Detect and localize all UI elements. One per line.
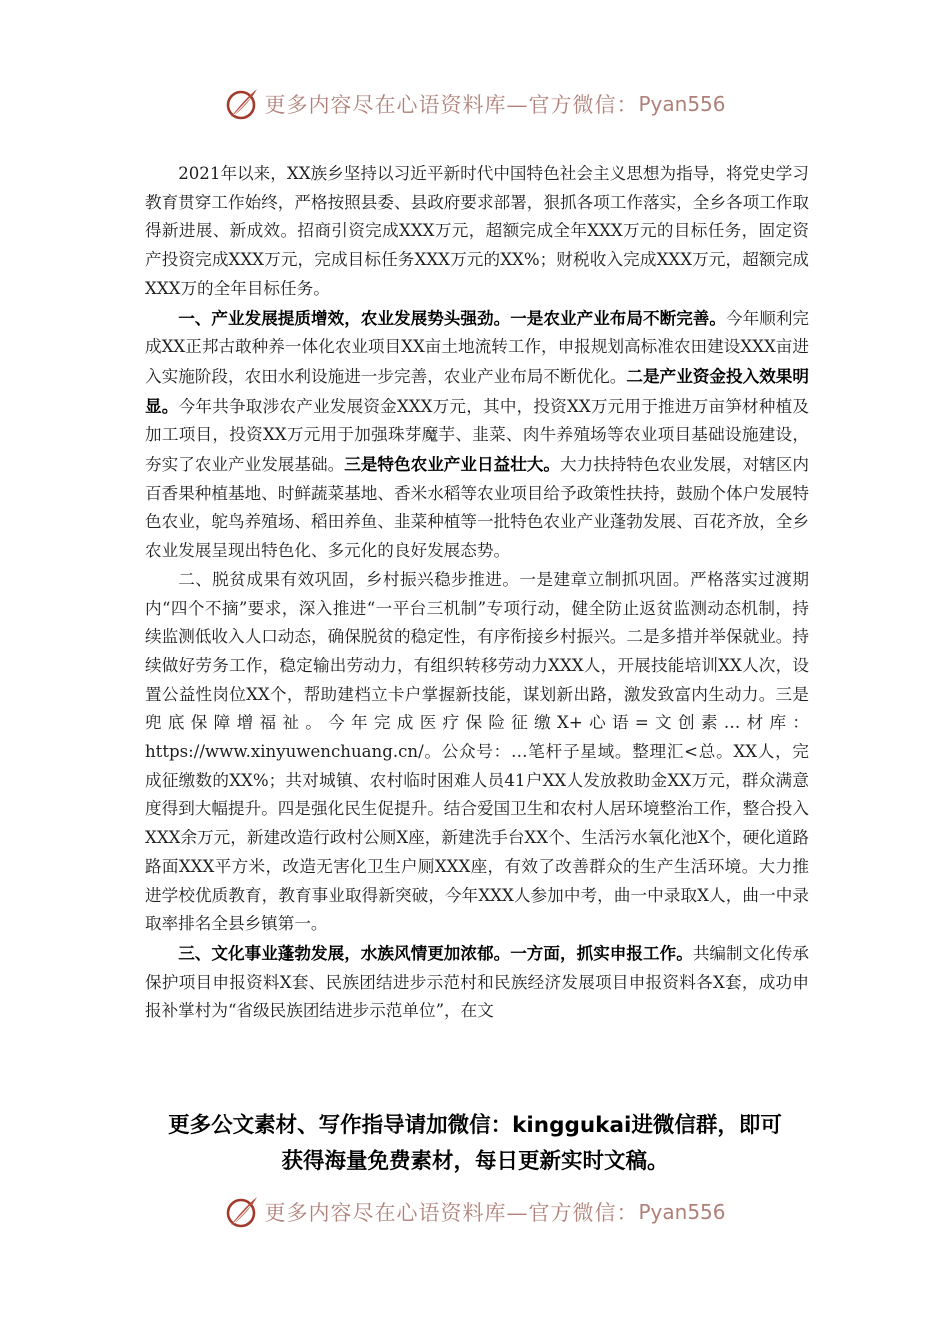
header-watermark [0,84,950,124]
bold-run: 三是特色农业产业日益壮大。 [344,454,561,475]
text-run: 共编制文化传承保护项目申报资料X套、民族团结进步示范村和民族经济发展项目申报资料各X套，成功申报补掌村为“省级民族团结进步示范单位”，在文 [145,943,810,1021]
paragraph [145,160,809,304]
header-text: 更多内容尽在心语资料库—官方微信： [264,93,639,117]
bold-run: 一、产业发展提质增效，农业发展势头强劲。一是农业产业布局不断完善。 [178,307,727,328]
quill-logo-icon [224,1194,260,1230]
footer-text: 更多内容尽在心语资料库—官方微信： [264,1201,639,1225]
footer-watermark [0,1192,950,1232]
paragraph [145,566,809,939]
bold-run: 二是产业资金投入效果明显。 [145,365,810,416]
paragraph [145,939,809,1026]
footer-wechat-id: Pyan556 [638,1200,726,1224]
paragraph [145,304,809,566]
text-run: 二、脱贫成果有效巩固，乡村振兴稳步推进。一是建章立制抓巩固。严格落实过渡期内“四个不摘”要求，深入推进“一平台三机制”专项行动，健全防止返贫监测动态机制，持续监测低收入人口动态，确保脱贫的稳定性，有序衔接乡村振兴。二是多措并举保就业。持续做好劳务工作，稳定输出劳动力，有组织转移劳动力XXX人，开展技能培训XX人次，设置公益性岗位XX个，帮助建档立卡户掌握新技能，谋划新出路，激发致富内生动力。三是兜底保障增福祉。今年完成医疗保险征缴X+心语=文创素…材库：https://www.xinyuwenchuang.cn/。公众号：…笔杆子星域。整理汇<总。XX人，完成征缴数的XX%；共对城镇、农村临时困难人员41户XX人发放救助金XX万元，群众满意度得到大幅提升。四是强化民生促提升。结合爱国卫生和农村人居环境整治工作，整合投入XXX余万元，新建改造行政村公厕X座，新建洗手台XX个、生活污水氧化池X个，硬化道路路面XXX平方米，改造无害化卫生户厕XXX座，有效了改善群众的生产生活环境。大力推进学校优质教育，教育事业取得新突破，今年XXX人参加中考，曲一中录取X人，曲一中录取率排名全县乡镇第一。 [145,569,809,934]
text-run: 2021年以来，XX族乡坚持以习近平新时代中国特色社会主义思想为指导，将党史学习教育贯穿工作始终，严格按照县委、县政府要求部署，狠抓各项工作落实，全乡各项工作取得新进展、新成效。招商引资完成XXX万元，超额完成全年XXX万元的目标任务，固定资产投资完成XXX万元，完成目标任务XXX万元的XX%；财税收入完成XXX万元，超额完成XXX万的全年目标任务。 [145,164,809,298]
text-run: 今年共争取涉农产业发展资金XXX万元，其中，投资XX万元用于推进万亩笋材种植及加工项目，投资XX万元用于加强珠芽魔芋、韭菜、肉牛养殖场等农业项目基础设施建设，夯实了农业产业发展基础。 [145,396,810,475]
promo-line-2: 获得海量免费素材，每日更新实时文稿。 [281,1149,669,1174]
promo-line-1: 更多公文素材、写作指导请加微信：kinggukai进微信群，即可 [168,1113,782,1138]
promo-banner [100,1108,850,1180]
text-run: 大力扶持特色农业发展，对辖区内百香果种植基地、时鲜蔬菜基地、香米水稻等农业项目给予政策性扶持，鼓励个体户发展特色农业，鸵鸟养殖场、稻田养鱼、韭菜种植等一批特色农业产业蓬勃发展、百花齐放，全乡农业发展呈现出特色化、多元化的良好发展态势。 [145,455,810,561]
bold-run: 三、文化事业蓬勃发展，水族风情更加浓郁。一方面，抓实申报工作。 [178,942,693,963]
quill-logo-icon [224,86,260,122]
text-run: 今年顺利完成XX正邦古敢种养一体化农业项目XX亩土地流转工作，申报规划高标准农田建设XXX亩进入实施阶段，农田水利设施进一步完善，农业产业布局不断优化。 [145,308,810,386]
header-wechat-id: Pyan556 [638,92,726,116]
document-body [145,160,809,1026]
